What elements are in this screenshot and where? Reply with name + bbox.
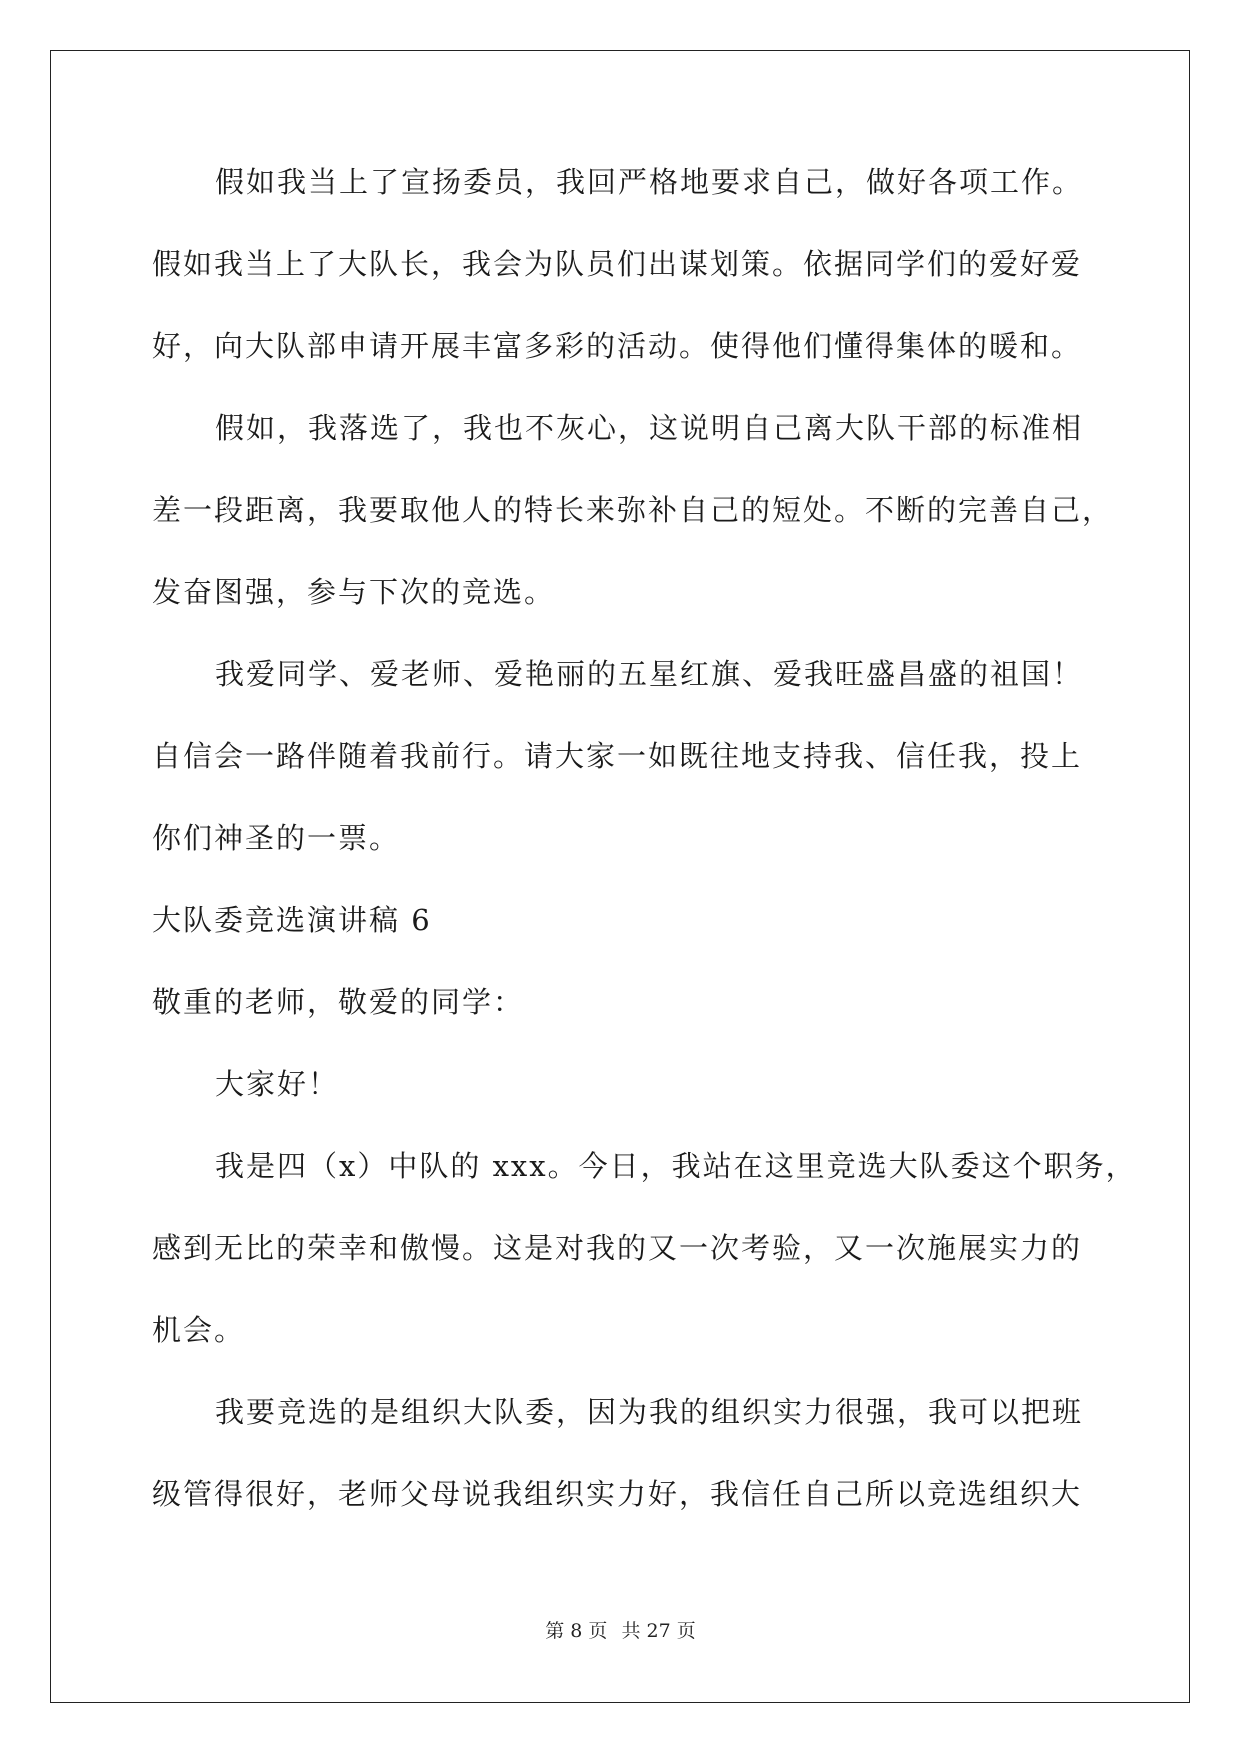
text-line: 机会。	[152, 1313, 246, 1347]
page-total: 共 27 页	[621, 1620, 696, 1642]
text-line: 差一段距离，我要取他人的特长来弥补自己的短处。不断的完善自己，	[152, 493, 1114, 527]
section-heading: 大队委竞选演讲稿 6	[152, 903, 432, 937]
text-line: 发奋图强，参与下次的竞选。	[152, 575, 556, 609]
page-number: 第 8 页	[545, 1620, 608, 1642]
text-line: 级管得很好，老师父母说我组织实力好，我信任自己所以竞选组织大	[152, 1477, 1083, 1511]
text-line: 我是四（x）中队的 xxx。今日，我站在这里竞选大队委这个职务，	[215, 1149, 1137, 1183]
text-line: 我要竞选的是组织大队委，因为我的组织实力很强，我可以把班	[215, 1395, 1084, 1429]
text-line: 我爱同学、爱老师、爱艳丽的五星红旗、爱我旺盛昌盛的祖国！	[215, 657, 1084, 691]
text-line: 假如我当上了大队长，我会为队员们出谋划策。依据同学们的爱好爱	[152, 247, 1083, 281]
text-line: 假如我当上了宣扬委员，我回严格地要求自己，做好各项工作。	[215, 165, 1084, 199]
text-line: 你们神圣的一票。	[152, 821, 401, 855]
text-line: 自信会一路伴随着我前行。请大家一如既往地支持我、信任我，投上	[152, 739, 1083, 773]
text-line: 感到无比的荣幸和傲慢。这是对我的又一次考验，又一次施展实力的	[152, 1231, 1083, 1265]
text-line: 假如，我落选了，我也不灰心，这说明自己离大队干部的标准相	[215, 411, 1084, 445]
text-line: 好，向大队部申请开展丰富多彩的活动。使得他们懂得集体的暖和。	[152, 329, 1083, 363]
page-border	[50, 50, 1190, 1703]
greeting: 大家好！	[215, 1067, 340, 1101]
page-footer	[0, 1616, 1241, 1643]
salutation: 敬重的老师，敬爱的同学：	[152, 985, 525, 1019]
